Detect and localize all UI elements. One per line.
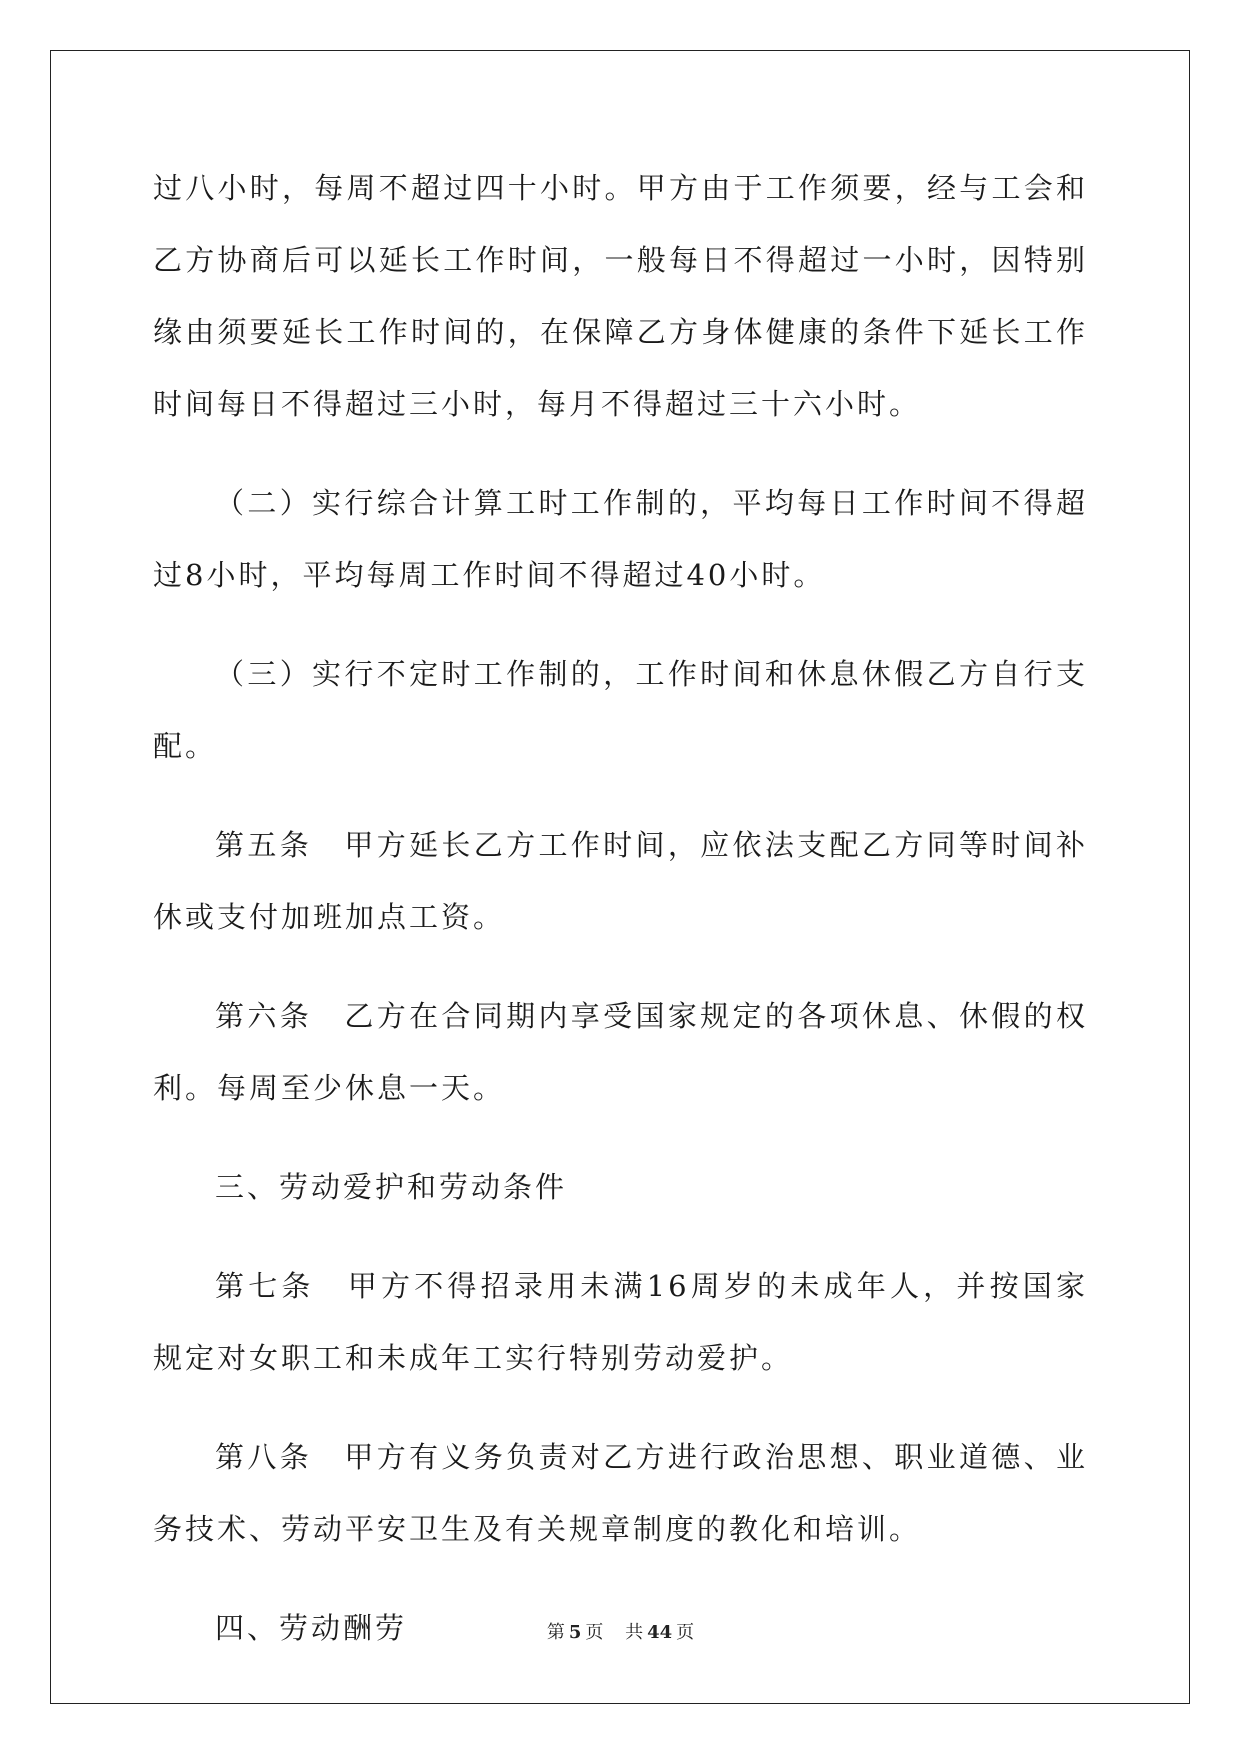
paragraph-flexible-hours: （三）实行不定时工作制的，工作时间和休息休假乙方自行支配。	[153, 657, 1088, 763]
page-prefix: 第	[546, 1622, 565, 1643]
section-heading-remuneration: 四、劳动酬劳	[215, 1611, 408, 1645]
document-body	[153, 152, 1088, 1664]
page-number: 5	[568, 1622, 582, 1643]
paragraph-comprehensive-hours: （二）实行综合计算工时工作制的，平均每日工作时间不得超过8小时，平均每周工作时间不得超过40小时。	[153, 486, 1088, 592]
total-indicator	[621, 1622, 698, 1643]
paragraph-article-6: 第六条 乙方在合同期内享受国家规定的各项休息、休假的权利。每周至少休息一天。	[153, 999, 1088, 1105]
page-footer	[0, 1618, 1241, 1644]
page-suffix: 页	[585, 1622, 604, 1643]
total-pages: 44	[647, 1622, 673, 1643]
paragraph-working-hours: 过八小时，每周不超过四十小时。甲方由于工作须要，经与工会和乙方协商后可以延长工作时间，一般每日不得超过一小时，因特别缘由须要延长工作时间的，在保障乙方身体健康的条件下延长工作时间每日不得超过三小时，每月不得超过三十六小时。	[153, 171, 1088, 421]
section-heading-labor-protection: 三、劳动爱护和劳动条件	[215, 1170, 568, 1204]
paragraph-article-8: 第八条 甲方有义务负责对乙方进行政治思想、职业道德、业务技术、劳动平安卫生及有关规章制度的教化和培训。	[153, 1440, 1088, 1546]
total-suffix: 页	[676, 1622, 695, 1643]
paragraph-article-5: 第五条 甲方延长乙方工作时间，应依法支配乙方同等时间补休或支付加班加点工资。	[153, 828, 1088, 934]
page-indicator	[543, 1622, 608, 1643]
total-prefix: 共	[625, 1622, 644, 1643]
paragraph-article-7: 第七条 甲方不得招录用未满16周岁的未成年人，并按国家规定对女职工和未成年工实行特别劳动爱护。	[153, 1269, 1088, 1375]
